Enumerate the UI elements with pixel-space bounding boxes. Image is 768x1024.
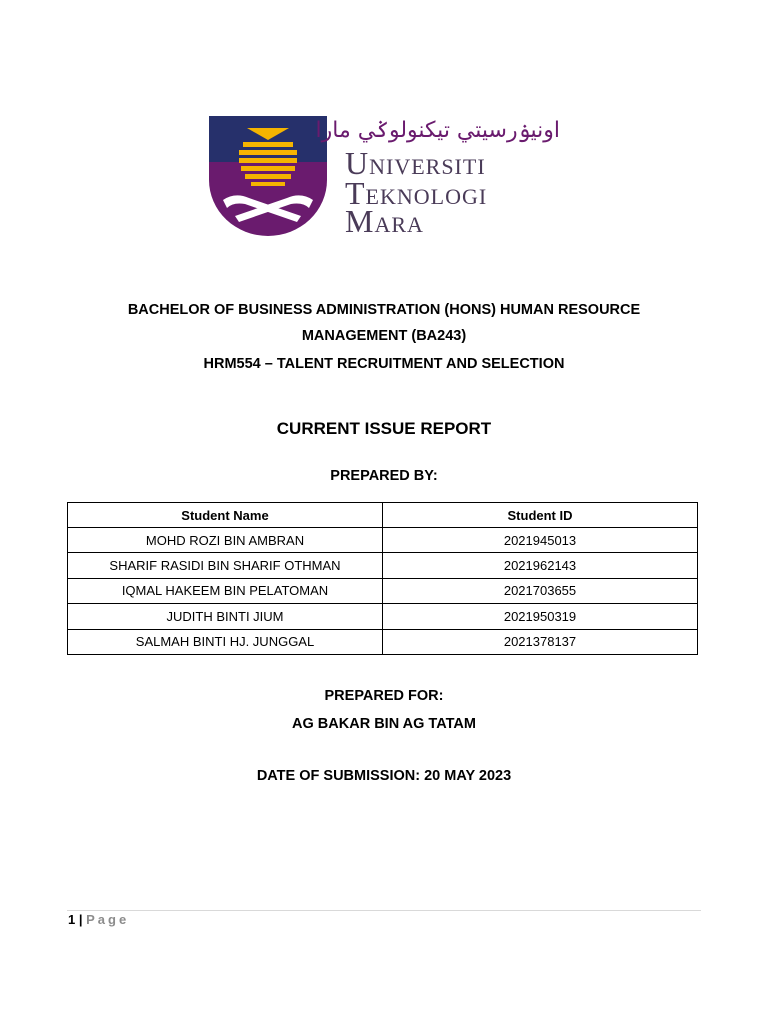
header-student-id: Student ID — [383, 503, 698, 528]
logo-line-mara: Mara — [345, 203, 424, 239]
student-name-cell: SHARIF RASIDI BIN SHARIF OTHMAN — [68, 553, 383, 578]
course-title: HRM554 – TALENT RECRUITMENT AND SELECTION — [203, 356, 565, 372]
uitm-logo — [209, 114, 561, 238]
table-header-row — [68, 503, 698, 528]
student-name-cell: IQMAL HAKEEM BIN PELATOMAN — [68, 578, 383, 603]
page-footer — [68, 912, 129, 927]
footer-separator: | — [78, 912, 83, 927]
page-label: Page — [86, 912, 130, 927]
student-id-cell: 2021703655 — [383, 578, 698, 603]
lecturer-name: AG BAKAR BIN AG TATAM — [292, 716, 476, 732]
student-id-cell: 2021945013 — [383, 528, 698, 553]
student-id-cell: 2021378137 — [383, 629, 698, 654]
logo-line-universiti: Universiti — [345, 145, 486, 181]
footer-divider — [67, 910, 701, 911]
student-name-cell: SALMAH BINTI HJ. JUNGGAL — [68, 629, 383, 654]
prepared-by-label: PREPARED BY: — [330, 468, 438, 484]
logo-arabic-text: اونيۏرسيتي تيكنولوݢي مارا — [315, 118, 560, 143]
header-student-name: Student Name — [68, 503, 383, 528]
table-row — [68, 604, 698, 629]
table-row — [68, 553, 698, 578]
uitm-shield-emblem — [209, 116, 329, 236]
student-name-cell: MOHD ROZI BIN AMBRAN — [68, 528, 383, 553]
student-table — [67, 502, 698, 655]
page-number: 1 — [68, 912, 76, 927]
submission-date: DATE OF SUBMISSION: 20 MAY 2023 — [256, 768, 512, 784]
student-id-cell: 2021962143 — [383, 553, 698, 578]
logo-line-teknologi: Teknologi — [345, 175, 488, 211]
table-row — [68, 629, 698, 654]
table-row — [68, 528, 698, 553]
student-id-cell: 2021950319 — [383, 604, 698, 629]
student-name-cell: JUDITH BINTI JIUM — [68, 604, 383, 629]
programme-title-line2: MANAGEMENT (BA243) — [301, 328, 467, 344]
table-row — [68, 578, 698, 603]
report-title: CURRENT ISSUE REPORT — [276, 419, 492, 438]
programme-title-line1: BACHELOR OF BUSINESS ADMINISTRATION (HONS) HUMAN RESOURCE — [127, 302, 641, 318]
prepared-for-label: PREPARED FOR: — [324, 688, 444, 704]
